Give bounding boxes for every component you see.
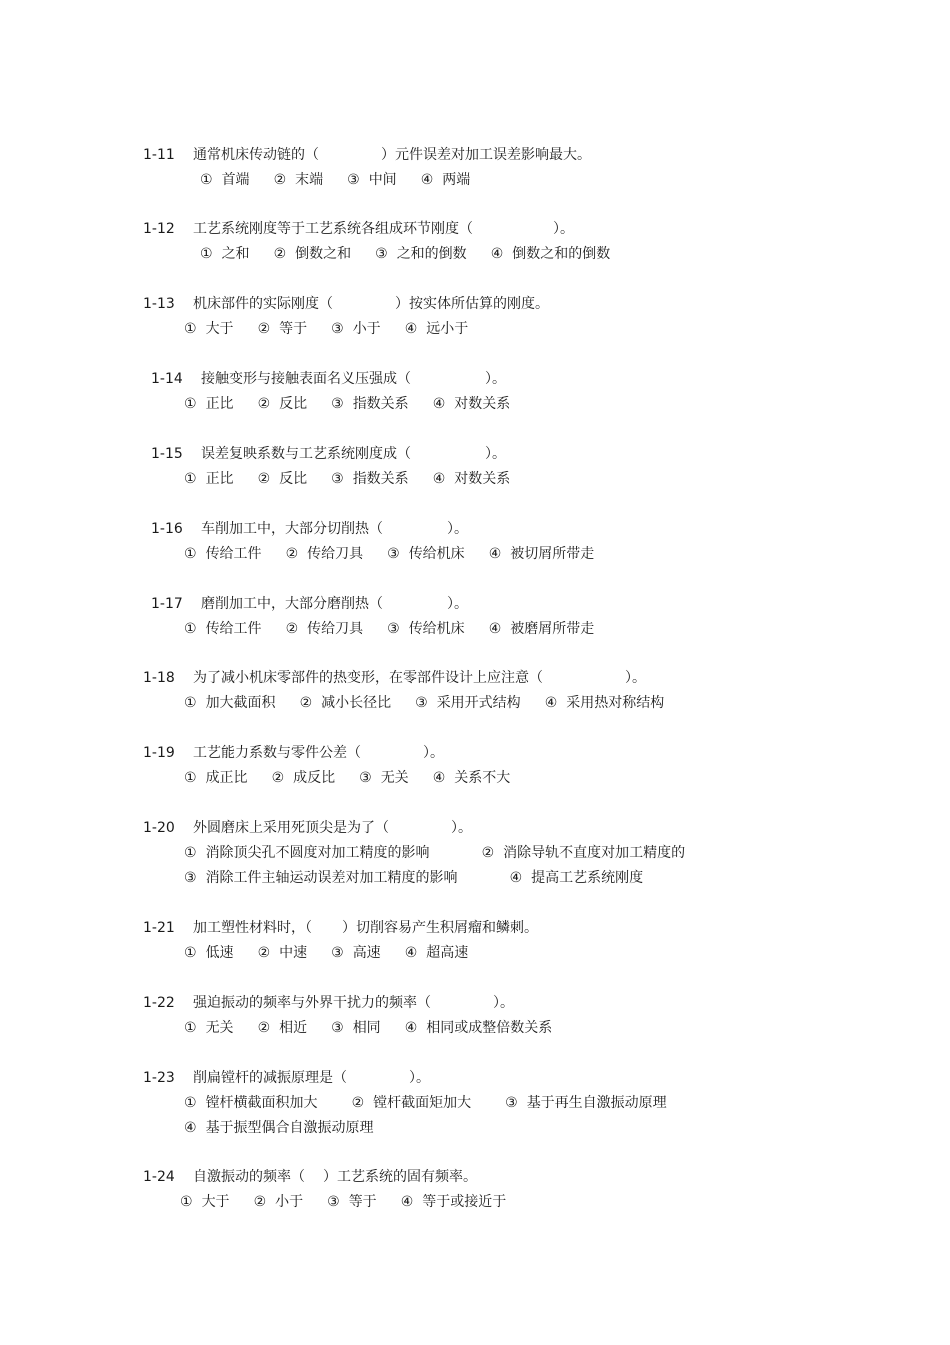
option-row bbox=[143, 1093, 691, 1113]
option-text: 消除工件主轴运动误差对加工精度的影响 bbox=[205, 870, 458, 886]
option-marker: ③ bbox=[331, 396, 344, 412]
option-text: 传给机床 bbox=[408, 621, 465, 637]
option-row bbox=[143, 1118, 691, 1138]
question-number: 1-21 bbox=[143, 920, 175, 936]
question-1-13 bbox=[143, 294, 549, 339]
option-text: 被磨屑所带走 bbox=[510, 621, 595, 637]
option-row bbox=[143, 1192, 530, 1212]
question-text-end: ）。 bbox=[409, 1070, 430, 1086]
answer-option[interactable] bbox=[184, 943, 234, 963]
answer-option[interactable] bbox=[254, 1192, 304, 1212]
question-number: 1-20 bbox=[143, 820, 175, 836]
option-text: 基于振型偶合自激振动原理 bbox=[205, 1120, 374, 1136]
answer-option[interactable] bbox=[387, 544, 465, 564]
option-row bbox=[151, 394, 534, 414]
option-marker: ④ bbox=[404, 945, 418, 961]
option-text: 小于 bbox=[352, 321, 381, 337]
option-text: 小于 bbox=[275, 1194, 304, 1210]
option-marker: ④ bbox=[432, 396, 446, 412]
question-1-22 bbox=[143, 993, 576, 1038]
question-text-end: ）。 bbox=[485, 446, 506, 462]
option-marker: ① bbox=[184, 845, 197, 861]
option-marker: ① bbox=[184, 770, 197, 786]
option-text: 采用热对称结构 bbox=[566, 695, 665, 711]
option-text: 传给工件 bbox=[205, 546, 262, 562]
option-marker: ① bbox=[184, 471, 197, 487]
answer-option[interactable] bbox=[184, 1018, 234, 1038]
answer-option[interactable] bbox=[347, 170, 397, 190]
answer-option[interactable] bbox=[327, 1192, 377, 1212]
option-marker: ③ bbox=[387, 621, 400, 637]
option-text: 提高工艺系统刚度 bbox=[531, 870, 644, 886]
option-text: 传给刀具 bbox=[307, 621, 364, 637]
question-text-end: ）。 bbox=[451, 820, 472, 836]
answer-option[interactable] bbox=[200, 170, 250, 190]
answer-option[interactable] bbox=[331, 943, 381, 963]
question-text-end: ）按实体所估算的刚度。 bbox=[395, 296, 549, 312]
option-text: 反比 bbox=[279, 471, 308, 487]
question-number: 1-13 bbox=[143, 296, 175, 312]
option-marker: ③ bbox=[359, 770, 372, 786]
option-text: 末端 bbox=[295, 172, 324, 188]
answer-option[interactable] bbox=[184, 868, 458, 888]
option-marker: ② bbox=[253, 1194, 267, 1210]
question-stem bbox=[143, 294, 549, 314]
question-text-end: ）切削容易产生积屑瘤和鳞刺。 bbox=[342, 920, 538, 936]
option-text: 倒数之和 bbox=[295, 246, 352, 262]
option-text: 等于 bbox=[348, 1194, 377, 1210]
option-text: 相同或成整倍数关系 bbox=[426, 1020, 553, 1036]
option-text: 正比 bbox=[205, 471, 234, 487]
option-marker: ③ bbox=[331, 321, 344, 337]
option-marker: ② bbox=[257, 321, 271, 337]
question-text: 自激振动的频率（ bbox=[193, 1169, 305, 1185]
question-1-16 bbox=[151, 519, 618, 564]
question-1-21 bbox=[143, 918, 538, 963]
answer-option[interactable] bbox=[184, 319, 234, 339]
answer-option[interactable] bbox=[258, 943, 308, 963]
option-text: 成反比 bbox=[293, 770, 336, 786]
option-text: 传给工件 bbox=[205, 621, 262, 637]
answer-option[interactable] bbox=[258, 469, 308, 489]
option-text: 反比 bbox=[279, 396, 308, 412]
option-text: 无关 bbox=[380, 770, 409, 786]
answer-option[interactable] bbox=[401, 1192, 507, 1212]
answer-option[interactable] bbox=[482, 843, 686, 863]
option-text: 镗杆横截面积加大 bbox=[205, 1095, 318, 1111]
question-stem bbox=[143, 818, 709, 838]
option-marker: ② bbox=[351, 1095, 365, 1111]
option-marker: ① bbox=[184, 396, 197, 412]
option-row bbox=[143, 943, 538, 963]
question-1-19 bbox=[143, 743, 534, 788]
question-text-end: ）。 bbox=[485, 371, 506, 387]
option-marker: ① bbox=[184, 945, 197, 961]
answer-option[interactable] bbox=[331, 1018, 381, 1038]
option-text: 等于 bbox=[279, 321, 308, 337]
option-text: 低速 bbox=[205, 945, 234, 961]
question-number: 1-19 bbox=[143, 745, 175, 761]
option-marker: ① bbox=[180, 1194, 193, 1210]
option-row bbox=[143, 170, 591, 190]
question-stem bbox=[143, 1167, 530, 1187]
answer-option[interactable] bbox=[405, 319, 469, 339]
question-number: 1-14 bbox=[151, 371, 183, 387]
option-text: 倒数之和的倒数 bbox=[512, 246, 611, 262]
question-stem bbox=[143, 668, 688, 688]
option-text: 对数关系 bbox=[454, 396, 511, 412]
option-text: 成正比 bbox=[205, 770, 248, 786]
answer-option[interactable] bbox=[258, 319, 308, 339]
question-text-end: ）。 bbox=[493, 995, 514, 1011]
answer-option[interactable] bbox=[421, 170, 471, 190]
option-row bbox=[143, 244, 634, 264]
option-text: 消除导轨不直度对加工精度的 bbox=[503, 845, 686, 861]
answer-option[interactable] bbox=[184, 544, 262, 564]
answer-option[interactable] bbox=[200, 244, 250, 264]
option-marker: ③ bbox=[331, 945, 344, 961]
answer-option[interactable] bbox=[184, 394, 234, 414]
answer-option[interactable] bbox=[274, 244, 352, 264]
option-text: 之和的倒数 bbox=[396, 246, 467, 262]
question-text: 外圆磨床上采用死顶尖是为了（ bbox=[193, 820, 389, 836]
option-marker: ① bbox=[184, 1095, 197, 1111]
answer-option[interactable] bbox=[405, 1018, 553, 1038]
answer-option[interactable] bbox=[387, 619, 465, 639]
answer-option[interactable] bbox=[184, 843, 430, 863]
option-marker: ② bbox=[257, 471, 271, 487]
answer-option[interactable] bbox=[375, 244, 467, 264]
question-text-end: ）。 bbox=[447, 521, 468, 537]
question-1-17 bbox=[151, 594, 618, 639]
question-text: 工艺系统刚度等于工艺系统各组成环节刚度（ bbox=[193, 221, 473, 237]
question-1-24 bbox=[143, 1167, 530, 1212]
question-number: 1-24 bbox=[143, 1169, 175, 1185]
answer-option[interactable] bbox=[258, 394, 308, 414]
option-row bbox=[143, 843, 709, 863]
answer-option[interactable] bbox=[510, 868, 644, 888]
question-number: 1-16 bbox=[151, 521, 183, 537]
option-text: 基于再生自激振动原理 bbox=[526, 1095, 667, 1111]
option-marker: ③ bbox=[184, 870, 197, 886]
question-text: 为了减小机床零部件的热变形，在零部件设计上应注意（ bbox=[193, 670, 543, 686]
question-text: 误差复映系数与工艺系统刚度成（ bbox=[201, 446, 411, 462]
option-marker: ② bbox=[273, 246, 287, 262]
question-text-end: ）工艺系统的固有频率。 bbox=[323, 1169, 477, 1185]
option-text: 大于 bbox=[201, 1194, 230, 1210]
option-marker: ① bbox=[184, 321, 197, 337]
option-marker: ② bbox=[271, 770, 285, 786]
answer-option[interactable] bbox=[359, 768, 409, 788]
answer-option[interactable] bbox=[405, 943, 469, 963]
option-text: 传给刀具 bbox=[307, 546, 364, 562]
question-stem bbox=[143, 993, 576, 1013]
option-text: 采用开式结构 bbox=[436, 695, 521, 711]
option-text: 等于或接近于 bbox=[422, 1194, 507, 1210]
option-text: 消除顶尖孔不圆度对加工精度的影响 bbox=[205, 845, 430, 861]
option-marker: ① bbox=[200, 172, 213, 188]
question-stem bbox=[143, 918, 538, 938]
answer-option[interactable] bbox=[184, 1118, 374, 1138]
question-stem bbox=[143, 743, 534, 763]
question-text: 机床部件的实际刚度（ bbox=[193, 296, 333, 312]
option-text: 指数关系 bbox=[352, 396, 409, 412]
question-stem bbox=[143, 219, 634, 239]
question-stem bbox=[151, 444, 534, 464]
option-text: 相近 bbox=[279, 1020, 308, 1036]
option-row bbox=[143, 693, 688, 713]
question-stem bbox=[151, 369, 534, 389]
answer-option[interactable] bbox=[331, 319, 381, 339]
option-marker: ④ bbox=[509, 870, 523, 886]
option-row bbox=[143, 868, 709, 888]
option-marker: ① bbox=[184, 1020, 197, 1036]
option-marker: ④ bbox=[488, 621, 502, 637]
option-text: 传给机床 bbox=[408, 546, 465, 562]
option-row bbox=[143, 1018, 576, 1038]
question-number: 1-12 bbox=[143, 221, 175, 237]
answer-option[interactable] bbox=[545, 693, 665, 713]
question-text: 工艺能力系数与零件公差（ bbox=[193, 745, 361, 761]
option-marker: ③ bbox=[375, 246, 388, 262]
option-marker: ④ bbox=[544, 695, 558, 711]
option-text: 对数关系 bbox=[454, 471, 511, 487]
question-text: 通常机床传动链的（ bbox=[193, 147, 319, 163]
answer-option[interactable] bbox=[433, 469, 511, 489]
answer-option[interactable] bbox=[491, 244, 611, 264]
question-stem bbox=[143, 1068, 691, 1088]
question-text: 磨削加工中，大部分磨削热（ bbox=[201, 596, 383, 612]
option-text: 首端 bbox=[221, 172, 250, 188]
answer-option[interactable] bbox=[180, 1192, 230, 1212]
answer-option[interactable] bbox=[433, 768, 511, 788]
option-marker: ② bbox=[285, 546, 299, 562]
option-marker: ④ bbox=[432, 770, 446, 786]
question-number: 1-17 bbox=[151, 596, 183, 612]
answer-option[interactable] bbox=[331, 469, 409, 489]
answer-option[interactable] bbox=[184, 1093, 318, 1113]
option-text: 关系不大 bbox=[454, 770, 511, 786]
option-marker: ③ bbox=[387, 546, 400, 562]
question-1-18 bbox=[143, 668, 688, 713]
answer-option[interactable] bbox=[415, 693, 521, 713]
option-row bbox=[143, 319, 549, 339]
option-text: 中速 bbox=[279, 945, 308, 961]
answer-option[interactable] bbox=[184, 619, 262, 639]
answer-option[interactable] bbox=[505, 1093, 667, 1113]
option-text: 超高速 bbox=[426, 945, 469, 961]
option-text: 无关 bbox=[205, 1020, 234, 1036]
option-text: 大于 bbox=[205, 321, 234, 337]
question-number: 1-18 bbox=[143, 670, 175, 686]
answer-option[interactable] bbox=[184, 469, 234, 489]
answer-option[interactable] bbox=[272, 768, 336, 788]
option-marker: ② bbox=[273, 172, 287, 188]
answer-option[interactable] bbox=[331, 394, 409, 414]
answer-option[interactable] bbox=[286, 619, 364, 639]
answer-option[interactable] bbox=[274, 170, 324, 190]
question-text: 削扁镗杆的减振原理是（ bbox=[193, 1070, 347, 1086]
option-marker: ③ bbox=[327, 1194, 340, 1210]
option-marker: ② bbox=[257, 945, 271, 961]
option-text: 指数关系 bbox=[352, 471, 409, 487]
option-marker: ② bbox=[257, 396, 271, 412]
question-text-end: ）。 bbox=[447, 596, 468, 612]
option-marker: ② bbox=[285, 621, 299, 637]
answer-option[interactable] bbox=[352, 1093, 472, 1113]
option-marker: ① bbox=[184, 546, 197, 562]
question-1-11 bbox=[143, 145, 591, 190]
option-marker: ③ bbox=[331, 471, 344, 487]
option-marker: ③ bbox=[347, 172, 360, 188]
question-text-end: ）元件误差对加工误差影响最大。 bbox=[381, 147, 591, 163]
question-1-23 bbox=[143, 1068, 691, 1138]
option-row bbox=[151, 469, 534, 489]
option-marker: ④ bbox=[404, 321, 418, 337]
question-text-end: ）。 bbox=[553, 221, 574, 237]
question-stem bbox=[143, 145, 591, 165]
option-marker: ② bbox=[257, 1020, 271, 1036]
question-text-end: ）。 bbox=[423, 745, 444, 761]
question-1-15 bbox=[151, 444, 534, 489]
option-marker: ④ bbox=[400, 1194, 414, 1210]
option-text: 中间 bbox=[368, 172, 397, 188]
answer-option[interactable] bbox=[184, 768, 248, 788]
question-1-12 bbox=[143, 219, 634, 264]
question-number: 1-15 bbox=[151, 446, 183, 462]
option-marker: ③ bbox=[505, 1095, 518, 1111]
option-text: 减小长径比 bbox=[321, 695, 392, 711]
answer-option[interactable] bbox=[300, 693, 392, 713]
option-marker: ① bbox=[184, 695, 197, 711]
option-text: 两端 bbox=[442, 172, 471, 188]
option-marker: ③ bbox=[415, 695, 428, 711]
answer-option[interactable] bbox=[489, 544, 595, 564]
option-marker: ③ bbox=[331, 1020, 344, 1036]
answer-option[interactable] bbox=[489, 619, 595, 639]
answer-option[interactable] bbox=[286, 544, 364, 564]
question-stem bbox=[151, 519, 618, 539]
option-row bbox=[151, 619, 618, 639]
answer-option[interactable] bbox=[184, 693, 276, 713]
question-number: 1-22 bbox=[143, 995, 175, 1011]
option-marker: ④ bbox=[404, 1020, 418, 1036]
question-text: 车削加工中，大部分切削热（ bbox=[201, 521, 383, 537]
option-marker: ① bbox=[184, 621, 197, 637]
question-text: 加工塑性材料时，（ bbox=[193, 920, 312, 936]
option-marker: ④ bbox=[184, 1120, 197, 1136]
question-number: 1-11 bbox=[143, 147, 175, 163]
option-text: 之和 bbox=[221, 246, 250, 262]
question-1-14 bbox=[151, 369, 534, 414]
option-text: 被切屑所带走 bbox=[510, 546, 595, 562]
option-marker: ④ bbox=[490, 246, 504, 262]
option-marker: ② bbox=[481, 845, 495, 861]
option-text: 高速 bbox=[352, 945, 381, 961]
option-text: 加大截面积 bbox=[205, 695, 276, 711]
option-marker: ① bbox=[200, 246, 213, 262]
option-text: 正比 bbox=[205, 396, 234, 412]
option-marker: ④ bbox=[488, 546, 502, 562]
question-1-20 bbox=[143, 818, 709, 888]
option-row bbox=[143, 768, 534, 788]
question-text: 接触变形与接触表面名义压强成（ bbox=[201, 371, 411, 387]
answer-option[interactable] bbox=[433, 394, 511, 414]
option-text: 相同 bbox=[352, 1020, 381, 1036]
question-text-end: ）。 bbox=[625, 670, 646, 686]
option-row bbox=[151, 544, 618, 564]
answer-option[interactable] bbox=[258, 1018, 308, 1038]
question-text: 强迫振动的频率与外界干扰力的频率（ bbox=[193, 995, 431, 1011]
option-text: 镗杆截面矩加大 bbox=[373, 1095, 472, 1111]
option-marker: ② bbox=[299, 695, 313, 711]
option-marker: ④ bbox=[420, 172, 434, 188]
option-marker: ④ bbox=[432, 471, 446, 487]
option-text: 远小于 bbox=[426, 321, 469, 337]
question-stem bbox=[151, 594, 618, 614]
question-number: 1-23 bbox=[143, 1070, 175, 1086]
